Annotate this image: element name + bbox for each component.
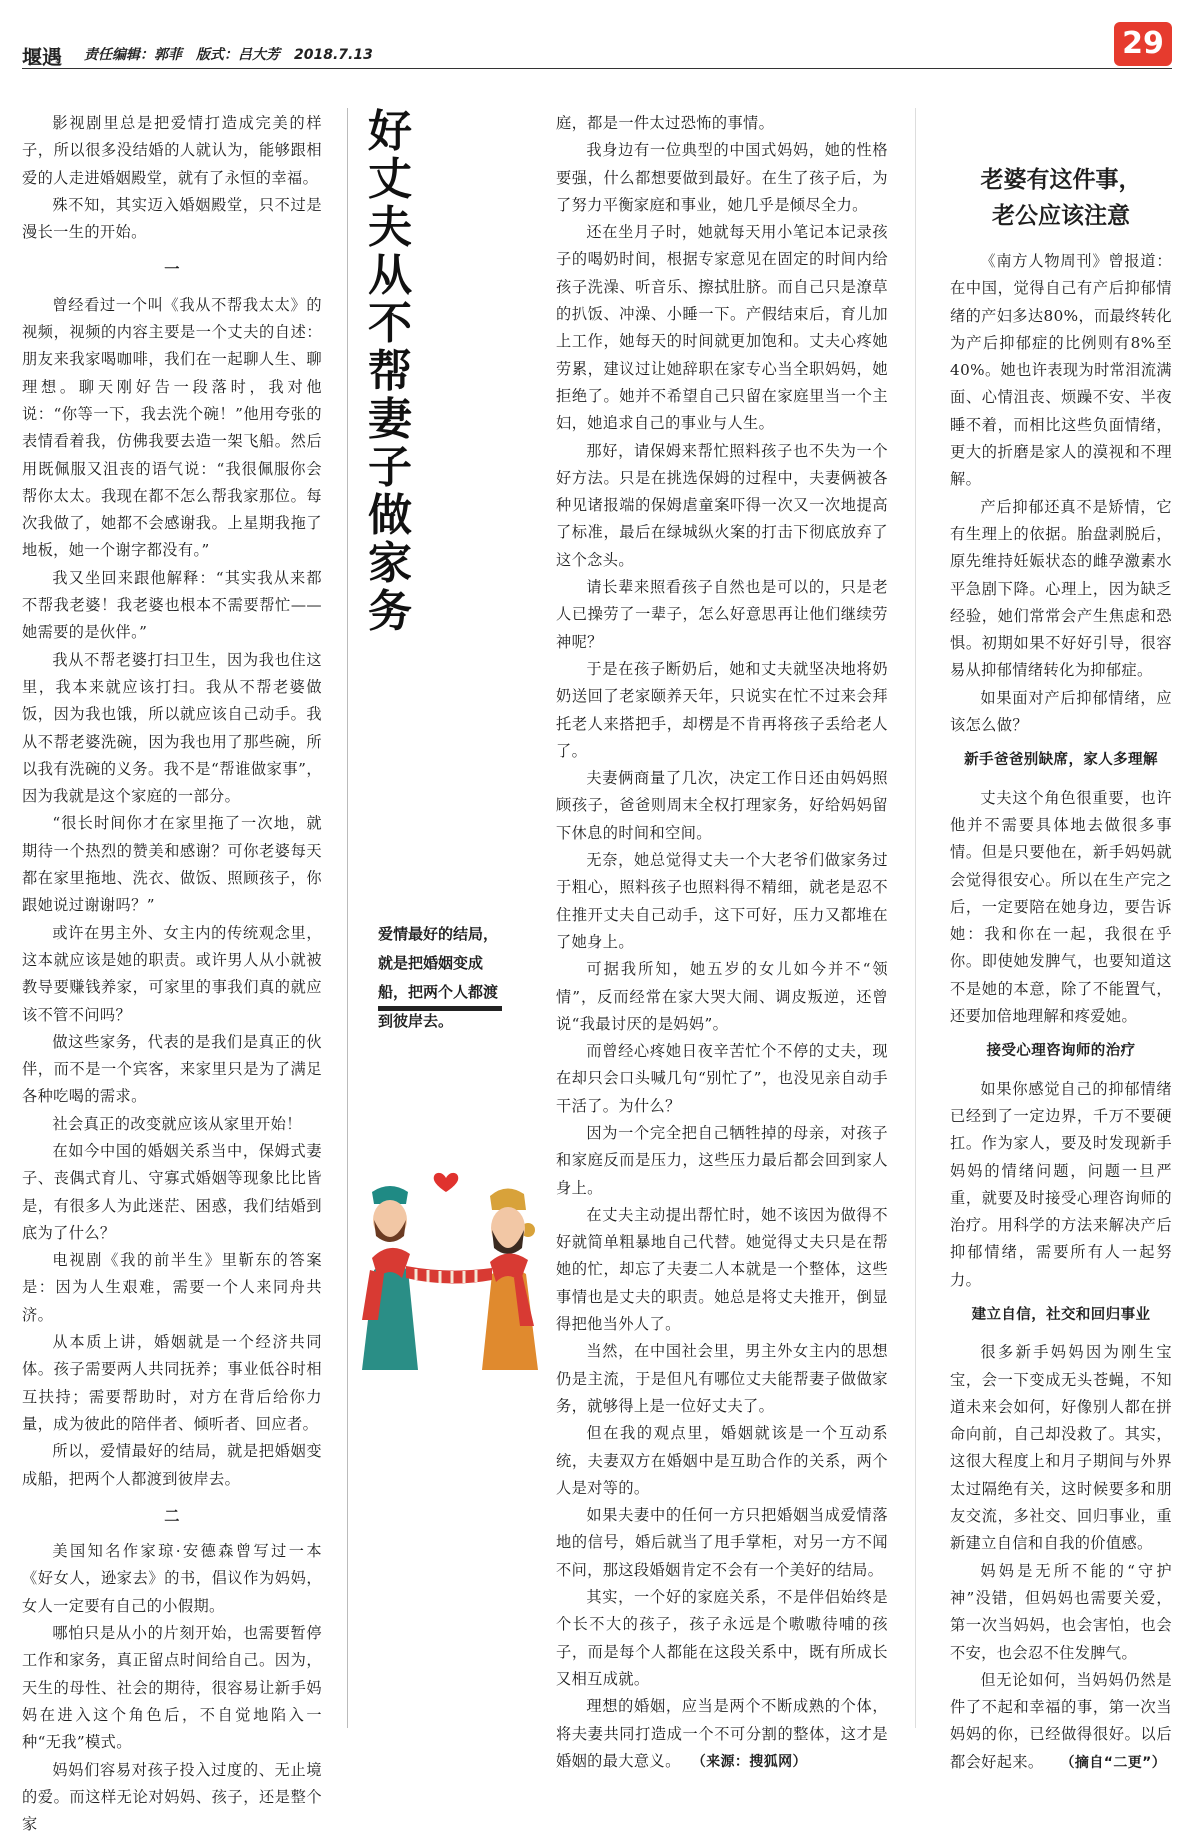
heart-icon [434, 1173, 459, 1192]
paragraph [556, 1693, 888, 1776]
paragraph: 如果你感觉自己的抑郁情绪已经到了一定边界，千万不要硬扛。作为家人，要及时发现新手妈妈的情绪问题，问题一旦严重，就要及时接受心理咨询师的治疗。用科学的方法来解决产后抑郁情绪，需要所有人一起努力。 [950, 1079, 1172, 1289]
paragraph: “很长时间你才在家里拖了一次地，就期待一个热烈的赞美和感谢？可你老婆每天都在家里拖地、洗衣、做饭、照顾孩子，你跟她说过谢谢吗？” [22, 814, 322, 915]
paragraph: 可据我所知，她五岁的女儿如今并不“领情”，反而经常在家大哭大闹、调皮叛逆，还曾说“我最讨厌的是妈妈”。 [556, 960, 888, 1033]
paragraph: 哪怕只是从小的片刻开始，也需要暂停工作和家务，真正留点时间给自己。因为，天生的母性、社会的期待，很容易让新手妈妈在进入这个角色后，不自觉地陷入一种“无我”模式。 [22, 1624, 322, 1752]
sidebar-subheading: 建立自信，社交和回归事业 [971, 1306, 1151, 1323]
page-number-badge: 29 [1114, 22, 1172, 66]
paragraph: 殊不知，其实迈入婚姻殿堂，只不过是漫长一生的开始。 [22, 195, 322, 242]
paragraph: 庭，都是一件太过恐怖的事情。 [556, 114, 775, 132]
paragraph-text: 理想的婚姻，应当是两个不断成熟的个体，将夫妻共同打造成一个不可分割的整体，这才是婚姻的最大意义。 [556, 1697, 888, 1770]
paragraph: 其实，一个好的家庭关系，不是伴侣始终是个长不大的孩子，孩子永远是个嗷嗷待哺的孩子，而是每个人都能在这段关系中，既有所成长又相互成就。 [556, 1588, 888, 1688]
section-label: 堰遇 [22, 45, 62, 69]
article-column-2 [556, 110, 888, 1770]
paragraph: 请长辈来照看孩子自然也是可以的，只是老人已操劳了一辈子，怎么好意思再让他们继续劳神呢？ [556, 578, 888, 651]
paragraph: 如果夫妻中的任何一方只把婚姻当成爱情落地的信号，婚后就当了甩手掌柜，对另一方不闻不问，那这段婚姻肯定不会有一个美好的结局。 [556, 1506, 888, 1579]
paragraph: 或许在男主外、女主内的传统观念里，这本就应该是她的职责。或许男人从小就被教导要赚钱养家，可家里的事我们真的就应该不管不问吗？ [22, 923, 322, 1024]
paragraph: 无奈，她总觉得丈夫一个大老爷们做家务过于粗心，照料孩子也照料得不精细，就老是忍不住推开丈夫自己动手，这下可好，压力又都堆在了她身上。 [556, 851, 888, 951]
paragraph: 在丈夫主动提出帮忙时，她不该因为做得不好就简单粗暴地自己代替。她觉得丈夫只是在帮她的忙，却忘了夫妻二人本就是一个整体，这些事情也是丈夫的职责。她总是将丈夫推开，倒显得把他当外人了。 [556, 1205, 888, 1334]
column-divider [347, 108, 348, 1728]
paragraph: 美国知名作家琼·安德森曾写过一本《好女人，逊家去》的书，倡议作为妈妈，女人一定要有自己的小假期。 [22, 1542, 322, 1615]
source-credit: （来源：搜狐网） [698, 1753, 807, 1770]
paragraph: 电视剧《我的前半生》里靳东的答案是：因为人生艰难，需要一个人来同舟共济。 [22, 1251, 322, 1324]
paragraph: 于是在孩子断奶后，她和丈夫就坚决地将奶奶送回了老家颐养天年，只说实在忙不过来会拜托老人来搭把手，却楞是不肯再将孩子丢给老人了。 [556, 659, 888, 760]
paragraph [950, 1667, 1172, 1777]
sidebar-divider [915, 108, 916, 1728]
couple-with-scarf-illustration [350, 1170, 550, 1380]
paragraph: 丈夫这个角色很重要，也许他并不需要具体地去做很多事情。但是只要他在，新手妈妈就会觉得很安心。所以在生产完之后，一定要陪在她身边，要告诉她：我和你在一起，我很在乎你。即使她发脾气，也要知道这不是她的本意，除了不能置气，还要加倍地理解和疼爱她。 [950, 788, 1172, 1026]
article-column-1 [22, 110, 322, 1834]
paragraph: 当然，在中国社会里，男主外女主内的思想仍是主流，于是但凡有哪位丈夫能帮妻子做做家务，就够得上是一位好丈夫了。 [556, 1342, 888, 1415]
paragraph: 妈妈是无所不能的“守护神”没错，但妈妈也需要关爱，第一次当妈妈，也会害怕，也会不安，也会忍不住发脾气。 [950, 1561, 1172, 1662]
section-marker: 一 [164, 260, 180, 279]
paragraph: 很多新手妈妈因为刚生宝宝，会一下变成无头苍蝇，不知道未来会如何，好像别人都在拼命向前，自己却没救了。其实，这很大程度上和月子期间与外界太过隔绝有关，这时候要多和朋友交流，多社交、回归事业，重新建立自信和自我的价值感。 [950, 1343, 1172, 1553]
header-rule [22, 68, 1172, 69]
section-marker: 二 [164, 1506, 180, 1525]
paragraph: 因为一个完全把自己牺牲掉的母亲，对孩子和家庭反而是压力，这些压力最后都会回到家人身上。 [556, 1123, 888, 1197]
sidebar-title-line: 老公应该注意 [992, 202, 1130, 229]
paragraph: 影视剧里总是把爱情打造成完美的样子，所以很多没结婚的人就认为，能够跟相爱的人走进婚姻殿堂，就有了永恒的幸福。 [22, 114, 322, 187]
article-title: 好丈夫从不帮妻子做家务 [368, 106, 412, 637]
paragraph: 曾经看过一个叫《我从不帮我太太》的视频，视频的内容主要是一个丈夫的自述：朋友来我家喝咖啡，我们在一起聊人生、聊理想。聊天刚好告一段落时，我对他说：“你等一下，我去洗个碗！”他用夸张的表情看着我，仿佛我要去造一架飞船。然后用既佩服又沮丧的语气说：“我很佩服你会帮你太太。我现在都不怎么帮我家那位。每次我做了，她都不会感谢我。上星期我拖了地板，她一个谢字都没有。” [22, 295, 322, 560]
paragraph: 在如今中国的婚姻关系当中，保姆式妻子、丧偶式育儿、守寡式婚姻等现象比比皆是，有很多人为此迷茫、困惑，我们结婚到底为了什么？ [22, 1141, 322, 1242]
paragraph: 夫妻俩商量了几次，决定工作日还由妈妈照顾孩子，爸爸则周末全权打理家务，好给妈妈留下休息的时间和空间。 [556, 769, 888, 842]
paragraph: 而曾经心疼她日夜辛苦忙个不停的丈夫，现在却只会口头喊几句“别忙了”，也没见亲自动手干活了。为什么？ [556, 1042, 888, 1115]
paragraph: 但在我的观点里，婚姻就该是一个互动系统，夫妻双方在婚姻中是互助合作的关系，两个人是对等的。 [556, 1424, 888, 1497]
sidebar-title-line: 老婆有这件事， [980, 166, 1142, 193]
sidebar-subheading: 新手爸爸别缺席，家人多理解 [964, 752, 1158, 769]
pull-quote: 爱情最好的结局，就是把婚姻变成船，把两个人都渡到彼岸去。 [378, 925, 499, 1030]
source-credit: （摘自“二更”） [1067, 1754, 1167, 1771]
paragraph: 我从不帮老婆打扫卫生，因为我也住这里，我本来就应该打扫。我从不帮老婆做饭，因为我也饿，所以就应该自己动手。我从不帮老婆洗碗，因为我也用了那些碗，所以我有洗碗的义务。我不是“帮谁做家事”，因为我就是这个家庭的一部分。 [22, 650, 322, 806]
paragraph: 还在坐月子时，她就每天用小笔记本记录孩子的喝奶时间，根据专家意见在固定的时间内给孩子洗澡、听音乐、擦拭肚脐。而自己只是潦草的扒饭、冲澡、小睡一下。产假结束后，育儿加上工作，她每天的时间就更加饱和。丈夫心疼她劳累，建议过让她辞职在家专心当全职妈妈，她拒绝了。她并不希望自己只留在家庭里当一个主妇，她追求自己的事业与人生。 [556, 223, 888, 433]
paragraph: 从本质上讲，婚姻就是一个经济共同体。孩子需要两人共同抚养；事业低谷时相互扶持；需要帮助时，对方在背后给你力量，成为彼此的陪伴者、倾听者、回应者。 [22, 1333, 322, 1433]
paragraph: 我又坐回来跟他解释：“其实我从来都不帮我老婆！我老婆也根本不需要帮忙——她需要的是伙伴。” [22, 568, 322, 642]
paragraph: 所以，爱情最好的结局，就是把婚姻变成船，把两个人都渡到彼岸去。 [22, 1442, 322, 1488]
paragraph-text: 但无论如何，当妈妈仍然是件了不起和幸福的事，第一次当妈妈的你，已经做得很好。以后都会好起来。 [950, 1670, 1172, 1771]
paragraph: 那好，请保姆来帮忙照料孩子也不失为一个好方法。只是在挑选保姆的过程中，夫妻俩被各种见诸报端的保姆虐童案吓得一次又一次地提高了标准，最后在绿城纵火案的打击下彻底放弃了这个念头。 [556, 441, 888, 569]
sidebar-title [955, 162, 1167, 234]
pull-quote-rule [378, 1006, 502, 1011]
credits: 责任编辑：郭菲 版式：吕大芳 2018.7.13 [84, 47, 373, 63]
paragraph: 《南方人物周刊》曾报道：在中国，觉得自己有产后抑郁情绪的产妇多达80%，而最终转化为产后抑郁症的比例则有8%至40%。她也许表现为时常泪流满面、心情沮丧、烦躁不安、半夜睡不着，而相比这些负面情绪，更大的折磨是家人的漠视和不理解。 [950, 252, 1173, 489]
paragraph: 社会真正的改变就应该从家里开始！ [52, 1114, 302, 1133]
page-header [22, 26, 1172, 70]
paragraph: 如果面对产后抑郁情绪，应该怎么做？ [950, 688, 1172, 735]
paragraph: 产后抑郁还真不是矫情，它有生理上的依据。胎盘剥脱后，原先维持妊娠状态的雌孕激素水平急剧下降。心理上，因为缺乏经验，她们常常会产生焦虑和恐惧。初期如果不好好引导，很容易从抑郁情绪转化为抑郁症。 [950, 497, 1172, 680]
paragraph: 我身边有一位典型的中国式妈妈，她的性格要强，什么都想要做到最好。在生了孩子后，为了努力平衡家庭和事业，她几乎是倾尽全力。 [556, 141, 888, 214]
paragraph: 做这些家务，代表的是我们是真正的伙伴，而不是一个宾客，来家里只是为了满足各种吃喝的需求。 [22, 1032, 322, 1106]
shared-scarf [406, 1266, 492, 1284]
sidebar-subheading: 接受心理咨询师的治疗 [986, 1043, 1136, 1060]
sidebar-column [950, 248, 1173, 1771]
paragraph: 妈妈们容易对孩子投入过度的、无止境的爱。而这样无论对妈妈、孩子，还是整个家 [22, 1760, 322, 1834]
